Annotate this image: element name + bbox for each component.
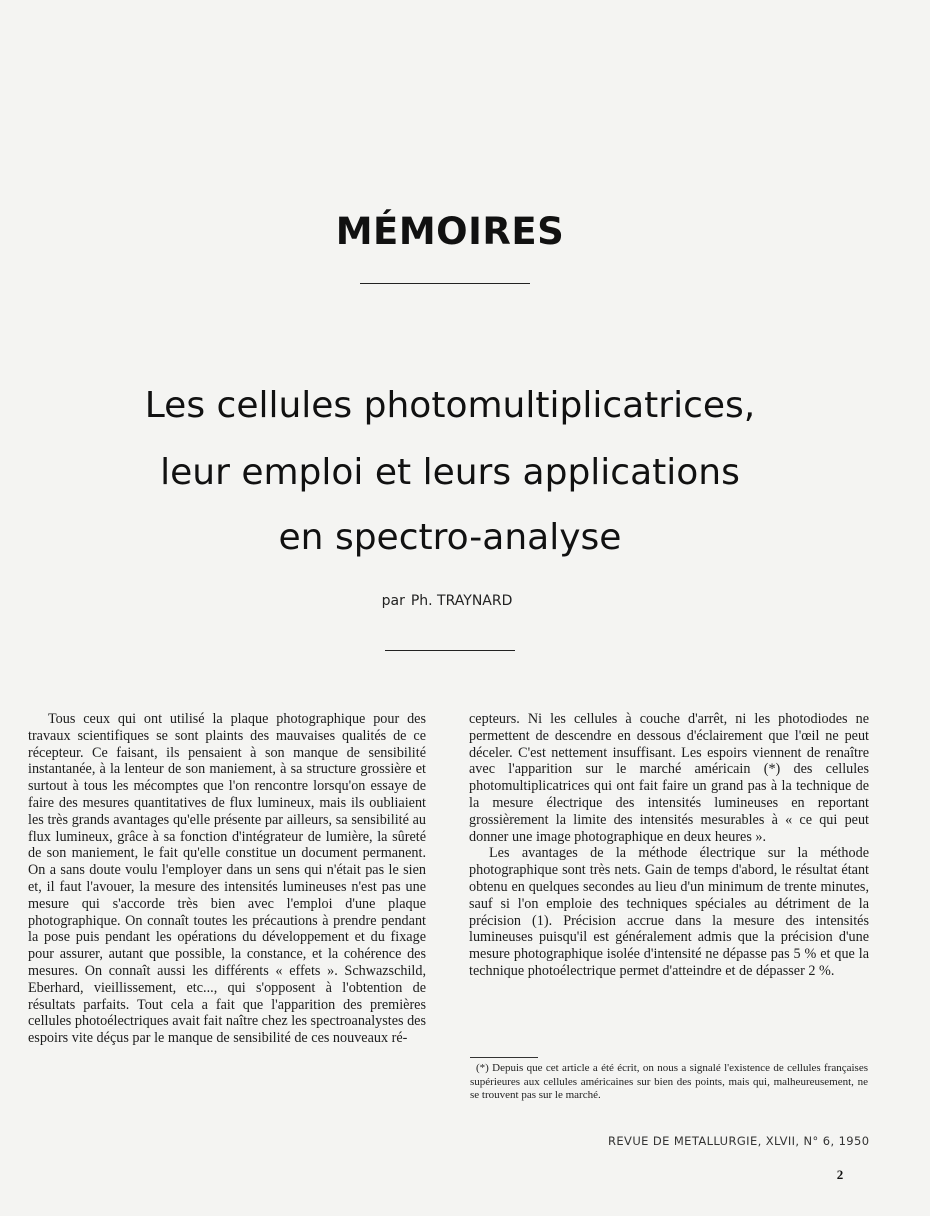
body-paragraph: Les avantages de la méthode électrique sur la méthode photographique sont très nets. Gain de temps d'abord, le résultat étant obtenu en quelques secondes au lieu d'un minimum de trente minutes, sauf si l'on emploie des techniques spéciales au détriment de la précision (1). Précision accrue dans la mesure des intensités lumineuses puisqu'il est généralement admis que la précision d'une mesure photographique isolée d'intensité ne dépasse pas 5 % et que la technique photoélectrique permet d'atteindre et de dépasser 2 %. — [469, 845, 869, 979]
footnote — [470, 1062, 868, 1103]
footnote-text: Depuis que cet article a été écrit, on nous a signalé l'existence de cellules françaises supérieures aux cellules américaines sur bien des points, mais qui, malheureusement, ne se trouvent pas sur le marché. — [470, 1062, 868, 1101]
body-paragraph: cepteurs. Ni les cellules à couche d'arrêt, ni les photodiodes ne permettent de descendre en dessous d'éclairement que l'œil ne peut déceler. C'est nettement insuffisant. Les espoirs viennent de renaître avec l'apparition sur le marché américain (*) des cellules photomultiplicatrices qui ont fait faire un grand pas à la technique de la mesure électrique des intensités lumineuses en reportant grossièrement la limite des intensités mesurables à « ce qui peut donner une image photographique en deux heures ». — [469, 711, 869, 845]
byline — [0, 593, 900, 609]
body-paragraph: Tous ceux qui ont utilisé la plaque photographique pour des travaux scientifiques se sont plaints des mauvaises qualités de ce récepteur. Ce faisant, ils pensaient à son manque de sensibilité instantanée, à la lenteur de son maniement, à sa structure grossière et surtout à tous les mécomptes que l'on rencontre lorsqu'on essaye de faire des mesures quantitatives de flux lumineux, mais ils oubliaient les très grands avantages qu'elle présente par ailleurs, sa sensibilité au flux lumineux, grâce à sa fonction d'intégrateur de lumière, la sûreté de son maniement, le fait qu'elle constitue un document permanent. On a sans doute voulu l'employer dans un sens qui n'était pas le sien et, il faut l'avouer, la mesure des intensités lumineuses n'est pas une mesure qui s'accorde très bien avec l'emploi d'une plaque photographique. On connaît toutes les précautions à prendre pendant la pose puis pendant les opérations du développement et du fixage pour assurer, autant que possible, la constance, et la cohérence des mesures. On connaît aussi les différents « effets ». Schwazschild, Eberhard, vieillissement, etc..., qui s'opposent à l'obtention de résultats parfaits. Tout cela a fait que l'apparition des premières cellules photoélectriques avait fait naître chez les spectroanalystes des espoirs vite déçus par le manque de sensibilité de ces nouveaux ré- — [28, 711, 426, 1047]
article-title-line-3: en spectro-analyse — [278, 517, 622, 558]
journal-footer: REVUE DE METALLURGIE, XLVII, N° 6, 1950 — [608, 1134, 870, 1148]
heading-rule — [360, 283, 530, 284]
byline-prefix: par — [381, 593, 405, 609]
article-title-line-2: leur emploi et leurs applications — [160, 452, 740, 493]
footnote-marker: (*) — [476, 1062, 489, 1074]
left-column — [28, 711, 426, 1047]
section-heading: MÉMOIRES — [335, 210, 565, 253]
article-title-line-1: Les cellules photomultiplicatrices, — [144, 385, 756, 426]
right-column — [469, 711, 869, 980]
page-number: 2 — [836, 1167, 844, 1182]
author-name: Ph. TRAYNARD — [410, 593, 513, 609]
byline-rule — [385, 650, 515, 651]
footnote-rule — [470, 1057, 538, 1058]
